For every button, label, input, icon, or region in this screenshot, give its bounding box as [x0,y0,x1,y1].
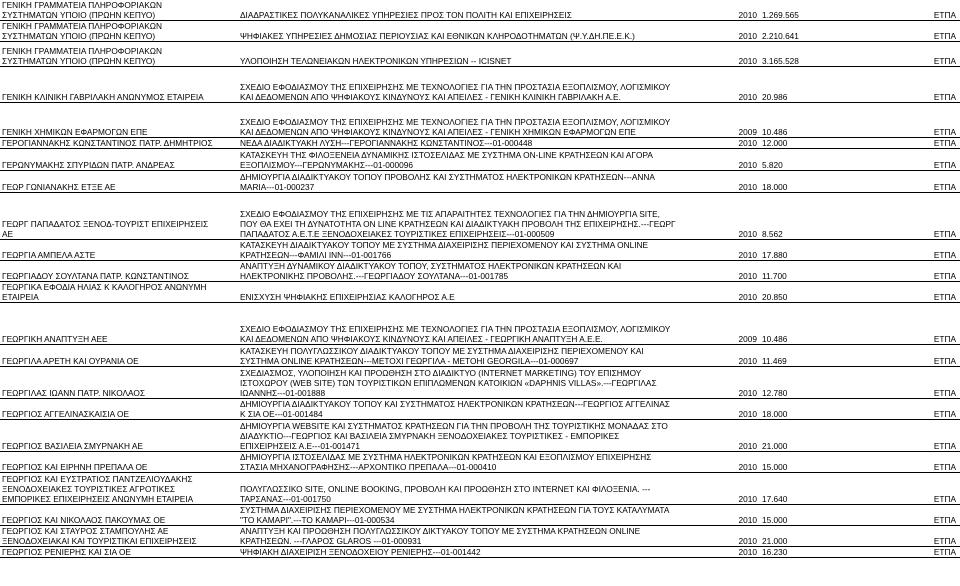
spacer-cell [218,21,238,42]
amount-cell: 8.562 [760,193,866,240]
year-cell: 2010 [678,526,760,547]
beneficiary-cell: ΓΕΩΡΓΙΛΑΣ ΙΩΑΝΝ ΠΑΤΡ. ΝΙΚΟΛΑΟΣ [0,367,218,399]
fund-cell: ΕΤΠΑ [866,367,960,399]
beneficiary-cell: ΓΕΡΩΝΥΜΑΚΗΣ ΣΠΥΡΙΔΩΝ ΠΑΤΡ. ΑΝΔΡΕΑΣ [0,149,218,171]
beneficiary-cell: ΓΕΝΙΚΗ ΓΡΑΜΜΑΤΕΙΑ ΠΛΗΡΟΦΟΡΙΑΚΩΝ ΣΥΣΤΗΜΑΤΩΝ ΥΠΟΙΟ (ΠΡΩΗΝ ΚΕΠΥΟ) [0,0,218,21]
project-title-cell: ΣΧΕΔΙΑΣΜΟΣ, ΥΛΟΠΟΙΗΣΗ ΚΑΙ ΠΡΟΩΘΗΣΗ ΣΤΟ ΔΙΑΔΙΚΤΥΟ (INTERNET MARKETING) ΤΟΥ ΕΠΙΣΗΜΟΥ ΙΣΤΟΧΩΡΟΥ (WEB SITE) ΤΩΝ ΤΟΥΡΙΣΤΙΚΩΝ ΕΠΙΠΛΩΜΕΝΩΝ ΚΑΤΟΙΚΙΩΝ «DAPHNIS VILLAS».---ΓΕΩΡΓΙΛΑΣ ΙΩΑΝΝΗΣ---01-001888 [238,367,678,399]
amount-cell: 1.269.565 [760,0,866,21]
amount-cell: 18.000 [760,399,866,420]
amount-cell: 2.210.641 [760,21,866,42]
spacer-cell [218,505,238,526]
table-row [0,67,960,103]
project-title-cell: ΔΗΜΙΟΥΡΓΙΑ ΔΙΑΔΙΚΤΥΑΚΟΥ ΤΟΠΟΥ ΠΡΟΒΟΛΗΣ ΚΑΙ ΣΥΣΤΗΜΑΤΟΣ ΗΛΕΚΤΡΟΝΙΚΩΝ ΚΡΑΤΗΣΕΩΝ---ANNA MARIA---01-000237 [238,171,678,193]
year-cell: 2010 [678,420,760,452]
spacer-cell [218,261,238,282]
spacer-cell [218,399,238,420]
table-row [0,21,960,42]
year-cell: 2010 [678,452,760,473]
beneficiary-cell: ΓΕΝΙΚΗ ΓΡΑΜΜΑΤΕΙΑ ΠΛΗΡΟΦΟΡΙΑΚΩΝ ΣΥΣΤΗΜΑΤΩΝ ΥΠΟΙΟ (ΠΡΩΗΝ ΚΕΠΥΟ) [0,21,218,42]
spacer-cell [218,193,238,240]
spacer-cell [218,149,238,171]
spacer-cell [218,171,238,193]
beneficiary-cell: ΓΕΩΡΓΙΟΣ ΑΓΓΕΛΙΝΑΣΚΑΙΣΙΑ ΟΕ [0,399,218,420]
spacer-cell [218,367,238,399]
spacer-cell [218,103,238,138]
table-row [0,420,960,452]
fund-cell: ΕΤΠΑ [866,526,960,547]
year-cell: 2010 [678,0,760,21]
fund-cell: ΕΤΠΑ [866,21,960,42]
project-title-cell: ΕΝΙΣΧΥΣΗ ΨΗΦΙΑΚΗΣ ΕΠΙΧΕΙΡΗΣΙΑΣ ΚΑΛΟΓΗΡΟΣ Α.Ε [238,282,678,303]
table-row [0,193,960,240]
amount-cell: 5.820 [760,149,866,171]
project-title-cell: ΣΥΣΤΗΜΑ ΔΙΑΧΕΙΡΙΣΗΣ ΠΕΡΙΕΧΟΜΕΝΟΥ ΜΕ ΣΥΣΤΗΜΑ ΗΛΕΚΤΡΟΝΙΚΩΝ ΚΡΑΤΗΣΕΩΝ ΓΙΑ ΤΟΥΣ ΚΑΤΑΛΥΜΑΤΑ "ΤΟ ΚΑΜΑΡΙ".---ΤΟ ΚΑΜΑΡΙ---01-000534 [238,505,678,526]
project-title-cell: ΔΙΑΔΡΑΣΤΙΚΕΣ ΠΟΛΥΚΑΝΑΛΙΚΕΣ ΥΠΗΡΕΣΙΕΣ ΠΡΟΣ ΤΟΝ ΠΟΛΙΤΗ ΚΑΙ ΕΠΙΧΕΙΡΗΣΕΙΣ [238,0,678,21]
amount-cell: 10.486 [760,303,866,345]
project-title-cell: ΔΗΜΙΟΥΡΓΙΑ ΙΣΤΟΣΕΛΙΔΑΣ ΜΕ ΣΥΣΤΗΜΑ ΗΛΕΚΤΡΟΝΙΚΩΝ ΚΡΑΤΗΣΕΩΝ ΚΑΙ ΕΞΟΠΛΙΣΜΟΥ ΕΠΙΧΕΙΡΗΣΗΣ ΣΤΑΣΙΑ ΜΗΧΑΝΟΓΡΑΦΗΣΗΣ---ΑΡΧΟΝΤΙΚΟ ΠΡΕΠΑΛΑ---01-000410 [238,452,678,473]
project-title-cell: ΣΧΕΔΙΟ ΕΦΟΔΙΑΣΜΟΥ ΤΗΣ ΕΠΙΧΕΙΡΗΣΗΣ ΜΕ ΤΕΧΝΟΛΟΓΙΕΣ ΓΙΑ ΤΗΝ ΠΡΟΣΤΑΣΙΑ ΕΞΟΠΛΙΣΜΟΥ, ΛΟΓΙΣΜΙΚΟΥ ΚΑΙ ΔΕΔΟΜΕΝΩΝ ΑΠΟ ΨΗΦΙΑΚΟΥΣ ΚΙΝΔΥΝΟΥΣ ΚΑΙ ΑΠΕΙΛΕΣ - ΓΕΝΙΚΗ ΚΛΙΝΙΚΗ ΓΑΒΡΙΛΑΚΗ Α.Ε. [238,67,678,103]
beneficiary-cell: ΓΕΩΡΓΙΟΣ ΡΕΝΙΕΡΗΣ ΚΑΙ ΣΙΑ ΟΕ [0,547,218,558]
fund-cell: ΕΤΠΑ [866,420,960,452]
project-title-cell: ΥΛΟΠΟΙΗΣΗ ΤΕΛΩΝΕΙΑΚΩΝ ΗΛΕΚΤΡΟΝΙΚΩΝ ΥΠΗΡΕΣΙΩΝ -- ICISNET [238,42,678,67]
table-row [0,399,960,420]
amount-cell: 11.469 [760,345,866,367]
fund-cell: ΕΤΠΑ [866,67,960,103]
project-title-cell: ΨΗΦΙΑΚΕΣ ΥΠΗΡΕΣΙΕΣ ΔΗΜΟΣΙΑΣ ΠΕΡΙΟΥΣΙΑΣ ΚΑΙ ΕΘΝΙΚΩΝ ΚΛΗΡΟΔΟΤΗΜΑΤΩΝ (Ψ.Υ.ΔΗ.ΠΕ.Ε.Κ.) [238,21,678,42]
amount-cell: 12.780 [760,367,866,399]
amount-cell: 16.230 [760,547,866,558]
project-title-cell: ΣΧΕΔΙΟ ΕΦΟΔΙΑΣΜΟΥ ΤΗΣ ΕΠΙΧΕΙΡΗΣΗΣ ΜΕ ΤΙΣ ΑΠΑΡΑΙΤΗΤΕΣ ΤΕΧΝΟΛΟΓΙΕΣ ΓΙΑ ΤΗΝ ΔΗΜΙΟΥΡΓΙΑ SITE, ΠΟΥ ΘΑ ΕΧΕΙ ΤΗ ΔΥΝΑΤΟΤΗΤΑ ON LINE ΚΡΑΤΗΣΕΩΝ ΚΑΙ ΔΙΑΔΙΚΤΥΑΚΗ ΠΡΟΒΟΛΗ ΤΗΣ ΕΠΙΧΕΙΡΗΣΗΣ.---ΓΕΩΡΓ ΠΑΠΑΔΑΤΟΣ Α.Ε.Τ.Ε ΞΕΝΟΔΟΧΕΙΑΚΕΣ ΤΟΥΡΙΣΤΙΚΕΣ ΕΠΙΧΕΙΡΗΣΕΙΣ---01-000509 [238,193,678,240]
year-cell: 2010 [678,261,760,282]
amount-cell: 17.640 [760,473,866,505]
spacer-cell [218,473,238,505]
spacer-cell [218,282,238,303]
fund-cell: ΕΤΠΑ [866,103,960,138]
beneficiary-cell: ΓΕΩΡΓΙΟΣ ΚΑΙ ΕΙΡΗΝΗ ΠΡΕΠΑΛΑ ΟΕ [0,452,218,473]
year-cell: 2010 [678,138,760,149]
amount-cell: 17.880 [760,240,866,261]
fund-cell: ΕΤΠΑ [866,547,960,558]
beneficiary-cell: ΓΕΩΡΓ ΠΑΠΑΔΑΤΟΣ ΞΕΝΟΔ-ΤΟΥΡΙΣΤ ΕΠΙΧΕΙΡΗΣΕΙΣ ΑΕ [0,193,218,240]
project-title-cell: ΨΗΦΙΑΚΗ ΔΙΑΧΕΙΡΙΣΗ ΞΕΝΟΔΟΧΕΙΟΥ ΡΕΝΙΕΡΗΣ---01-001442 [238,547,678,558]
beneficiary-cell: ΓΕΝΙΚΗ ΚΛΙΝΙΚΗ ΓΑΒΡΙΛΑΚΗ ΑΝΩΝΥΜΟΣ ΕΤΑΙΡΕΙΑ [0,67,218,103]
amount-cell: 15.000 [760,505,866,526]
table-row [0,367,960,399]
table-row [0,0,960,21]
amount-cell: 15.000 [760,452,866,473]
project-title-cell: ΑΝΑΠΤΥΞΗ ΚΑΙ ΠΡΟΩΘΗΣΗ ΠΟΛΥΓΛΩΣΣΙΚΟΥ ΔΙΚΤΥΑΚΟΥ ΤΟΠΟΥ ΜΕ ΣΥΣΤΗΜΑ ΚΡΑΤΗΣΕΩΝ ONLINE ΚΡΑΤΗΣΕΩΝ. ---ΓΛΑΡΟΣ GLAROS ---01-000931 [238,526,678,547]
year-cell: 2010 [678,399,760,420]
table-row [0,505,960,526]
spacer-cell [218,0,238,21]
fund-cell: ΕΤΠΑ [866,138,960,149]
fund-cell: ΕΤΠΑ [866,399,960,420]
fund-cell: ΕΤΠΑ [866,505,960,526]
spacer-cell [218,67,238,103]
project-title-cell: ΔΗΜΙΟΥΡΓΙΑ WEBSITE ΚΑΙ ΣΥΣΤΗΜΑΤΟΣ ΚΡΑΤΗΣΕΩΝ ΓΙΑ ΤΗΝ ΠΡΟΒΟΛΗ ΤΗΣ ΤΟΥΡΙΣΤΙΚΗΣ ΜΟΝΑΔΑΣ ΣΤΟ ΔΙΑΔΥΚΤΙΟ---ΓΕΩΡΓΙΟΣ ΚΑΙ ΒΑΣΙΛΕΙΑ ΣΜΥΡΝΑΚΗ ΞΕΝΟΔΟΧΕΙΑΚΕΣ ΤΟΥΡΙΣΤΙΚΕΣ - ΕΜΠΟΡΙΚΕΣ ΕΠΙΧΕΙΡΗΣΕΙΣ Α.Ε---01-001471 [238,420,678,452]
year-cell: 2010 [678,193,760,240]
amount-cell: 20.850 [760,282,866,303]
year-cell: 2009 [678,103,760,138]
beneficiary-cell: ΓΕΩΡΓΙΑ ΑΜΠΕΛΑ ΑΣΤΕ [0,240,218,261]
fund-cell: ΕΤΠΑ [866,0,960,21]
amount-cell: 21.000 [760,526,866,547]
spacer-cell [218,526,238,547]
year-cell: 2010 [678,345,760,367]
table-row [0,103,960,138]
table-row [0,303,960,345]
project-title-cell: ΚΑΤΑΣΚΕΥΗ ΠΟΛΥΓΛΩΣΣΙΚΟΥ ΔΙΑΔΙΚΤΥΑΚΟΥ ΤΟΠΟΥ ΜΕ ΣΥΣΤΗΜΑ ΔΙΑΧΕΙΡΙΣΗΣ ΠΕΡΙΕΧΟΜΕΝΟΥ ΚΑΙ ΣΥΣΤΗΜΑ ONLINE ΚΡΑΤΗΣΕΩΝ---ΜΕΤΟΧΙ ΓΕΩΡΓΙΛΑ - METOHI GEORGILA---01-000697 [238,345,678,367]
fund-cell: ΕΤΠΑ [866,303,960,345]
table-row [0,240,960,261]
beneficiary-cell: ΓΕΩΡΓΙΛΑ ΑΡΕΤΗ ΚΑΙ ΟΥΡΑΝΙΑ ΟΕ [0,345,218,367]
beneficiary-cell: ΓΕΡΟΓΙΑΝΝΑΚΗΣ ΚΩΝΣΤΑΝΤΙΝΟΣ ΠΑΤΡ. ΔΗΜΗΤΡΙΟΣ [0,138,218,149]
beneficiary-cell: ΓΕΩΡΓΙΟΣ ΒΑΣΙΛΕΙΑ ΣΜΥΡΝΑΚΗ ΑΕ [0,420,218,452]
amount-cell: 10.486 [760,103,866,138]
beneficiary-cell: ΓΕΝΙΚΗ ΓΡΑΜΜΑΤΕΙΑ ΠΛΗΡΟΦΟΡΙΑΚΩΝ ΣΥΣΤΗΜΑΤΩΝ ΥΠΟΙΟ (ΠΡΩΗΝ ΚΕΠΥΟ) [0,42,218,67]
year-cell: 2010 [678,171,760,193]
table-row [0,171,960,193]
beneficiary-cell: ΓΕΩΡΓΙΟΣ ΚΑΙ ΣΤΑΥΡΟΣ ΣΤΑΜΠΟΥΛΗΣ ΑΕ ΞΕΝΟΔΟΧΕΙΑΚΑΙ ΚΑΙ ΤΟΥΡΙΣΤΙΚΑΙ ΕΠΙΧΕΙΡΗΣΕΙΣ [0,526,218,547]
amount-cell: 12.000 [760,138,866,149]
beneficiary-cell: ΓΕΩΡΓΙΚΑ ΕΦΟΔΙΑ ΗΛΙΑΣ Κ ΚΑΛΟΓΗΡΟΣ ΑΝΩΝΥΜΗ ΕΤΑΙΡΕΙΑ [0,282,218,303]
beneficiary-cell: ΓΕΩΡΓΙΟΣ ΚΑΙ ΕΥΣΤΡΑΤΙΟΣ ΠΑΝΤΖΕΛΙΟΥΔΑΚΗΣ ΞΕΝΟΔΟΧΕΙΑΚΕΣ ΤΟΥΡΙΣΤΙΚΕΣ ΑΓΡΟΤΙΚΕΣ ΕΜΠΟΡΙΚΕΣ ΕΠΙΧΕΙΡΗΣΕΙΣ ΑΝΩΝΥΜΗ ΕΤΑΙΡΕΙΑ [0,473,218,505]
fund-cell: ΕΤΠΑ [866,473,960,505]
table-row [0,452,960,473]
table-row [0,282,960,303]
project-title-cell: ΣΧΕΔΙΟ ΕΦΟΔΙΑΣΜΟΥ ΤΗΣ ΕΠΙΧΕΙΡΗΣΗΣ ΜΕ ΤΕΧΝΟΛΟΓΙΕΣ ΓΙΑ ΤΗΝ ΠΡΟΣΤΑΣΙΑ ΕΞΟΠΛΙΣΜΟΥ, ΛΟΓΙΣΜΙΚΟΥ ΚΑΙ ΔΕΔΟΜΕΝΩΝ ΑΠΟ ΨΗΦΙΑΚΟΥΣ ΚΙΝΔΥΝΟΥΣ ΚΑΙ ΑΠΕΙΛΕΣ - ΓΕΝΙΚΗ ΧΗΜΙΚΩΝ ΕΦΑΡΜΟΓΩΝ ΕΠΕ [238,103,678,138]
beneficiary-cell: ΓΕΩΡΓΙΚΗ ΑΝΑΠΤΥΞΗ ΑΕΕ [0,303,218,345]
fund-cell: ΕΤΠΑ [866,345,960,367]
year-cell: 2010 [678,67,760,103]
fund-cell: ΕΤΠΑ [866,261,960,282]
spacer-cell [218,547,238,558]
amount-cell: 20.986 [760,67,866,103]
spacer-cell [218,303,238,345]
spacer-cell [218,138,238,149]
project-title-cell: ΝΕΔΑ ΔΙΑΔΙΚΤΥΑΚΗ ΛΥΣΗ---ΓΕΡΟΓΙΑΝΝΑΚΗΣ ΚΩΝΣΤΑΝΤΙΝΟΣ---01-000448 [238,138,678,149]
project-title-cell: ΔΗΜΙΟΥΡΓΙΑ ΔΙΑΔΙΚΤΥΑΚΟΥ ΤΟΠΟΥ ΚΑΙ ΣΥΣΤΗΜΑΤΟΣ ΗΛΕΚΤΡΟΝΙΚΩΝ ΚΡΑΤΗΣΕΩΝ---ΓΕΩΡΓΙΟΣ ΑΓΓΕΛΙΝΑΣ Κ ΣΙΑ ΟΕ---01-001484 [238,399,678,420]
project-title-cell: ΣΧΕΔΙΟ ΕΦΟΔΙΑΣΜΟΥ ΤΗΣ ΕΠΙΧΕΙΡΗΣΗΣ ΜΕ ΤΕΧΝΟΛΟΓΙΕΣ ΓΙΑ ΤΗΝ ΠΡΟΣΤΑΣΙΑ ΕΞΟΠΛΙΣΜΟΥ, ΛΟΓΙΣΜΙΚΟΥ ΚΑΙ ΔΕΔΟΜΕΝΩΝ ΑΠΟ ΨΗΦΙΑΚΟΥΣ ΚΙΝΔΥΝΟΥΣ ΚΑΙ ΑΠΕΙΛΕΣ - ΓΕΩΡΓΙΚΗ ΑΝΑΠΤΥΞΗ Α.Ε.Ε. [238,303,678,345]
year-cell: 2010 [678,21,760,42]
spacer-cell [218,345,238,367]
year-cell: 2010 [678,42,760,67]
table-row [0,526,960,547]
spacer-cell [218,420,238,452]
spacer-cell [218,42,238,67]
year-cell: 2010 [678,282,760,303]
spacer-cell [218,240,238,261]
amount-cell: 21.000 [760,420,866,452]
table-row [0,42,960,67]
year-cell: 2010 [678,473,760,505]
table-row [0,149,960,171]
table-row [0,138,960,149]
beneficiary-cell: ΓΕΩΡΓΙΑΔΟΥ ΣΟΥΛΤΑΝΑ ΠΑΤΡ. ΚΩΝΣΤΑΝΤΙΝΟΣ [0,261,218,282]
project-title-cell: ΚΑΤΑΣΚΕΥΗ ΔΙΑΔΙΚΤΥΑΚΟΥ ΤΟΠΟΥ ΜΕ ΣΥΣΤΗΜΑ ΔΙΑΧΕΙΡΙΣΗΣ ΠΕΡΙΕΧΟΜΕΝΟΥ ΚΑΙ ΣΥΣΤΗΜΑ ONLINE ΚΡΑΤΗΣΕΩΝ---ΦΑΜΙΛΙ ΙΝΝ---01-001766 [238,240,678,261]
project-title-cell: ΚΑΤΑΣΚΕΥΗ ΤΗΣ ΦΙΛΟΞΕΝΕΙΑ ΔΥΝΑΜΙΚΗΣ ΙΣΤΟΣΕΛΙΔΑΣ ΜΕ ΣΥΣΤΗΜΑ ON-LINE ΚΡΑΤΗΣΕΩΝ ΚΑΙ ΑΓΟΡΑ ΕΞΟΠΛΙΣΜΟΥ---ΓΕΡΩΝΥΜΑΚΗΣ---01-000096 [238,149,678,171]
amount-cell: 18.000 [760,171,866,193]
amount-cell: 11.700 [760,261,866,282]
table-row [0,261,960,282]
year-cell: 2010 [678,547,760,558]
table-row [0,547,960,558]
table-row [0,345,960,367]
beneficiary-cell: ΓΕΩΡΓΙΟΣ ΚΑΙ ΝΙΚΟΛΑΟΣ ΠΑΚΟΥΜΑΣ ΟΕ [0,505,218,526]
fund-cell: ΕΤΠΑ [866,452,960,473]
year-cell: 2010 [678,240,760,261]
year-cell: 2010 [678,505,760,526]
year-cell: 2010 [678,149,760,171]
project-title-cell: ΑΝΑΠΤΥΞΗ ΔΥΝΑΜΙΚΟΥ ΔΙΑΔΙΚΤΥΑΚΟΥ ΤΟΠΟΥ, ΣΥΣΤΗΜΑΤΟΣ ΗΛΕΚΤΡΟΝΙΚΩΝ ΚΡΑΤΗΣΕΩΝ ΚΑΙ ΗΛΕΚΤΡΟΝΙΚΗΣ ΠΡΟΒΟΛΗΣ.---ΓΕΩΡΓΙΑΔΟΥ ΣΟΥΛΤΑΝΑ---01-001785 [238,261,678,282]
amount-cell: 3.165.528 [760,42,866,67]
fund-cell: ΕΤΠΑ [866,171,960,193]
fund-cell: ΕΤΠΑ [866,193,960,240]
year-cell: 2010 [678,367,760,399]
year-cell: 2009 [678,303,760,345]
fund-cell: ΕΤΠΑ [866,42,960,67]
beneficiary-cell: ΓΕΩΡ ΓΩΝΙΑΝΑΚΗΣ ΕΤΞΕ ΑΕ [0,171,218,193]
project-title-cell: ΠΟΛΥΓΛΩΣΣΙΚΟ SITE, ONLINE BOOKING, ΠΡΟΒΟΛΗ ΚΑΙ ΠΡΟΩΘΗΣΗ ΣΤΟ INTERNET ΚΑΙ ΦΙΛΟΞΕΝΙΑ. ---ΤΑΡΣΑΝΑΣ---01-001750 [238,473,678,505]
beneficiary-cell: ΓΕΝΙΚΗ ΧΗΜΙΚΩΝ ΕΦΑΡΜΟΓΩΝ ΕΠΕ [0,103,218,138]
fund-cell: ΕΤΠΑ [866,282,960,303]
table-row [0,473,960,505]
fund-cell: ΕΤΠΑ [866,149,960,171]
fund-cell: ΕΤΠΑ [866,240,960,261]
spacer-cell [218,452,238,473]
